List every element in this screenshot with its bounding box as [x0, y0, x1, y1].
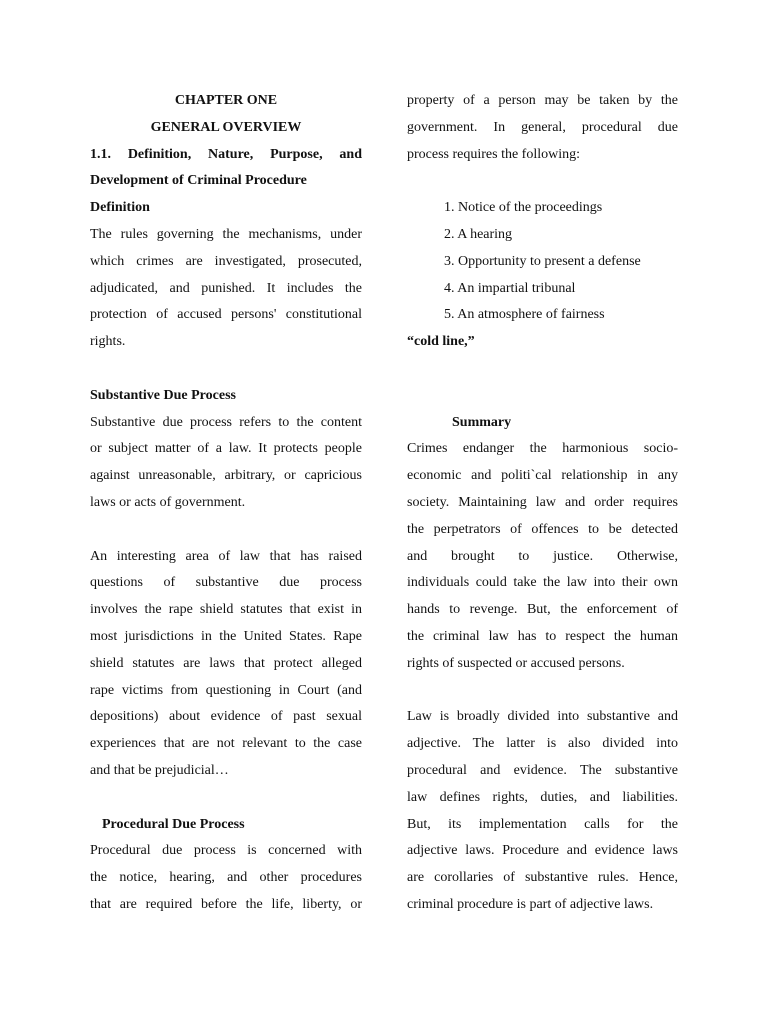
paragraph-line: procedural and evidence. The substantive — [407, 762, 678, 778]
list-item: 3. Opportunity to present a defense — [444, 253, 641, 269]
right-column — [407, 88, 678, 919]
paragraph-line: most jurisdictions in the United States. Rape — [90, 628, 362, 644]
paragraph-line: adjective laws. Procedure and evidence laws — [407, 843, 678, 859]
spacer — [407, 383, 678, 410]
paragraph-line: rights. — [90, 334, 126, 350]
spacer — [407, 168, 678, 195]
paragraph-line: and that be prejudicial… — [90, 762, 229, 778]
paragraph-line: The rules governing the mechanisms, under — [90, 226, 362, 242]
section-heading-line-2: Development of Criminal Procedure — [90, 173, 307, 189]
substantive-paragraph — [90, 410, 362, 517]
paragraph-line: depositions) about evidence of past sexual — [90, 709, 362, 725]
paragraph-line: protection of accused persons' constitutional — [90, 307, 362, 323]
paragraph-line: hands to revenge. But, the enforcement of — [407, 602, 678, 618]
cold-line-text: “cold line,” — [407, 334, 475, 350]
paragraph-line: that are required before the life, liberty, or — [90, 896, 362, 912]
paragraph-line: questions of substantive due process — [90, 575, 362, 591]
law-paragraph — [407, 704, 678, 918]
paragraph-line: property of a person may be taken by the — [407, 93, 678, 108]
paragraph-line: shield statutes are laws that protect alleged — [90, 655, 362, 671]
paragraph-line: rights of suspected or accused persons. — [407, 655, 625, 671]
list-item: 1. Notice of the proceedings — [444, 200, 603, 216]
definition-heading: Definition — [90, 200, 150, 216]
summary-heading: Summary — [452, 414, 512, 430]
paragraph-line: are corollaries of substantive rules. Hence, — [407, 870, 678, 886]
definition-paragraph — [90, 222, 362, 356]
list-item: 5. An atmosphere of fairness — [444, 307, 605, 323]
summary-paragraph — [407, 436, 678, 677]
paragraph-line: against unreasonable, arbitrary, or capricious — [90, 468, 362, 484]
paragraph-line: the criminal law has to respect the human — [407, 628, 678, 644]
paragraph-line: and brought to justice. Otherwise, — [407, 548, 678, 564]
list-item: 4. An impartial tribunal — [444, 280, 576, 296]
spacer — [90, 356, 362, 383]
paragraph-line: rape victims from questioning in Court (and — [90, 682, 362, 698]
paragraph-line: But, its implementation calls for the — [407, 816, 678, 832]
paragraph-line: or subject matter of a law. It protects people — [90, 441, 362, 457]
paragraph-line: the notice, hearing, and other procedures — [90, 870, 362, 886]
substantive-heading: Substantive Due Process — [90, 387, 236, 403]
paragraph-line: Law is broadly divided into substantive and — [407, 709, 678, 725]
continued-paragraph — [407, 88, 678, 168]
chapter-title: CHAPTER ONE — [174, 93, 278, 108]
paragraph-line: economic and politi`cal relationship in any — [407, 468, 678, 484]
paragraph-line: which crimes are investigated, prosecuted, — [90, 253, 362, 269]
paragraph-line: adjudicated, and punished. It includes the — [90, 280, 362, 296]
paragraph-line: law defines rights, duties, and liabilities. — [407, 789, 678, 805]
paragraph-line: criminal procedure is part of adjective laws. — [407, 896, 654, 912]
spacer — [407, 678, 678, 705]
paragraph-line: Substantive due process refers to the content — [90, 414, 362, 430]
list-item: 2. A hearing — [444, 226, 513, 242]
paragraph-line: An interesting area of law that has raised — [90, 548, 362, 564]
requirements-list — [407, 195, 678, 329]
paragraph-line: Crimes endanger the harmonious socio- — [407, 441, 678, 457]
interesting-paragraph — [90, 544, 362, 785]
section-heading-line-1: 1.1. Definition, Nature, Purpose, and — [90, 146, 362, 162]
left-column — [90, 88, 362, 919]
paragraph-line: government. In general, procedural due — [407, 119, 678, 135]
paragraph-line: laws or acts of government. — [90, 494, 246, 510]
procedural-heading: Procedural Due Process — [102, 816, 245, 832]
paragraph-line: process requires the following: — [407, 146, 581, 162]
paragraph-line: involves the rape shield statutes that exist in — [90, 602, 362, 618]
paragraph-line: Procedural due process is concerned with — [90, 843, 362, 859]
paragraph-line: society. Maintaining law and order requires — [407, 494, 678, 510]
procedural-paragraph — [90, 838, 362, 918]
spacer — [90, 517, 362, 544]
chapter-subtitle: GENERAL OVERVIEW — [150, 119, 302, 135]
paragraph-line: the perpetrators of offences to be detected — [407, 521, 678, 537]
spacer — [407, 356, 678, 383]
spacer — [90, 785, 362, 812]
paragraph-line: adjective. The latter is also divided into — [407, 736, 678, 752]
paragraph-line: individuals could take the law into their own — [407, 575, 678, 591]
paragraph-line: experiences that are not relevant to the case — [90, 736, 362, 752]
